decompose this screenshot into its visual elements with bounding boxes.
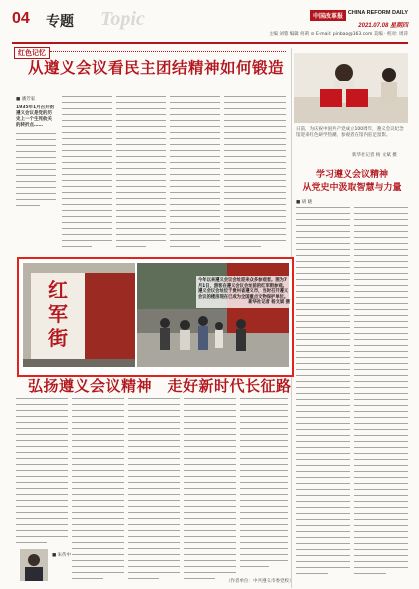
- article3-body-col5: [240, 398, 288, 576]
- highlighted-photo-caption: [196, 276, 292, 308]
- reading-photo: [294, 53, 408, 123]
- street-sign-char-2: 军: [48, 302, 68, 326]
- highlighted-photo-credit: 新华社记者 杨文斌 摄: [248, 300, 290, 306]
- editors-line: 主编 刘蓉 编辑 何莉 ⊙ E-mail: pinbao@163.com 美编 · 校对: 周萍: [268, 32, 408, 37]
- highlighted-photo-caption-text: 今年以来遵义会议会址迎来众多参观者。图为7月1日，游客在遵义会议会址前的红军街参观。遵义会议会址位于贵州省遵义市，当时召开遵义会议的楼房现在已成为全国重点文物保护单位。: [198, 278, 289, 300]
- article1-byline: ■ 潘芳家: [16, 97, 36, 102]
- highlighted-photo-block: [17, 257, 294, 377]
- section-title: 专题: [46, 14, 74, 30]
- article1-body-col1: [62, 96, 112, 252]
- article2-body-col1: [296, 207, 350, 583]
- article3-body-col4: [184, 398, 236, 583]
- section-number: 04: [12, 10, 30, 27]
- article3-footnote: （作者单位：中共遵义市委党校）: [226, 579, 294, 584]
- article2-byline: ■ 胡 晓: [296, 200, 313, 205]
- column-label: 红色记忆: [14, 47, 50, 59]
- article2-body-col2: [354, 207, 408, 583]
- portrait-illustration: [20, 549, 48, 581]
- article3-body-col3: [128, 398, 180, 583]
- article2-headline-line2: 从党史中汲取智慧与力量: [302, 183, 402, 193]
- article1-body-col3: [170, 96, 220, 252]
- reading-photo-credit: 新华社记者 杨 文斌 摄: [352, 153, 397, 158]
- red-army-street-sign-photo: [23, 263, 135, 367]
- article3-body-col2: [72, 398, 124, 583]
- article1-body-col2: [116, 96, 166, 252]
- article3-headline: 弘扬遵义会议精神 走好新时代长征路: [28, 377, 292, 395]
- article1-lead: 1935年1月召开的遵义会议是党的历史上一个生死攸关的转折点……: [16, 105, 55, 128]
- article2-headline-line1: 学习遵义会议精神: [315, 170, 388, 180]
- issue-date: 2021.07.08 星期四: [358, 23, 408, 29]
- article3-byline: ■ 朱传中: [52, 553, 72, 558]
- article2-headline: [296, 169, 408, 195]
- street-sign-char-1: 红: [48, 278, 68, 302]
- column-rule: [50, 51, 286, 52]
- article1-body-col4: [224, 96, 286, 252]
- street-sign-char-3: 街: [48, 326, 68, 350]
- article3-body-col1: [16, 398, 68, 546]
- author-portrait: [20, 549, 48, 581]
- reading-photo-illustration: [294, 53, 408, 123]
- article1-headline: 从遵义会议看民主团结精神如何锻造: [28, 58, 285, 77]
- reading-photo-caption: 日前，为庆祝中国共产党成立100周年，遵义会议纪念馆迎来红色研学热潮，参观者在馆内驻足留影。: [296, 127, 404, 138]
- page-header: [12, 8, 408, 44]
- street-sign-illustration: [23, 263, 135, 367]
- paper-name: CHINA REFORM DAILY: [347, 10, 408, 16]
- paper-logo: 中国改革报: [310, 10, 346, 21]
- section-word: Topic: [100, 8, 145, 30]
- article1-lead-column: [16, 105, 56, 253]
